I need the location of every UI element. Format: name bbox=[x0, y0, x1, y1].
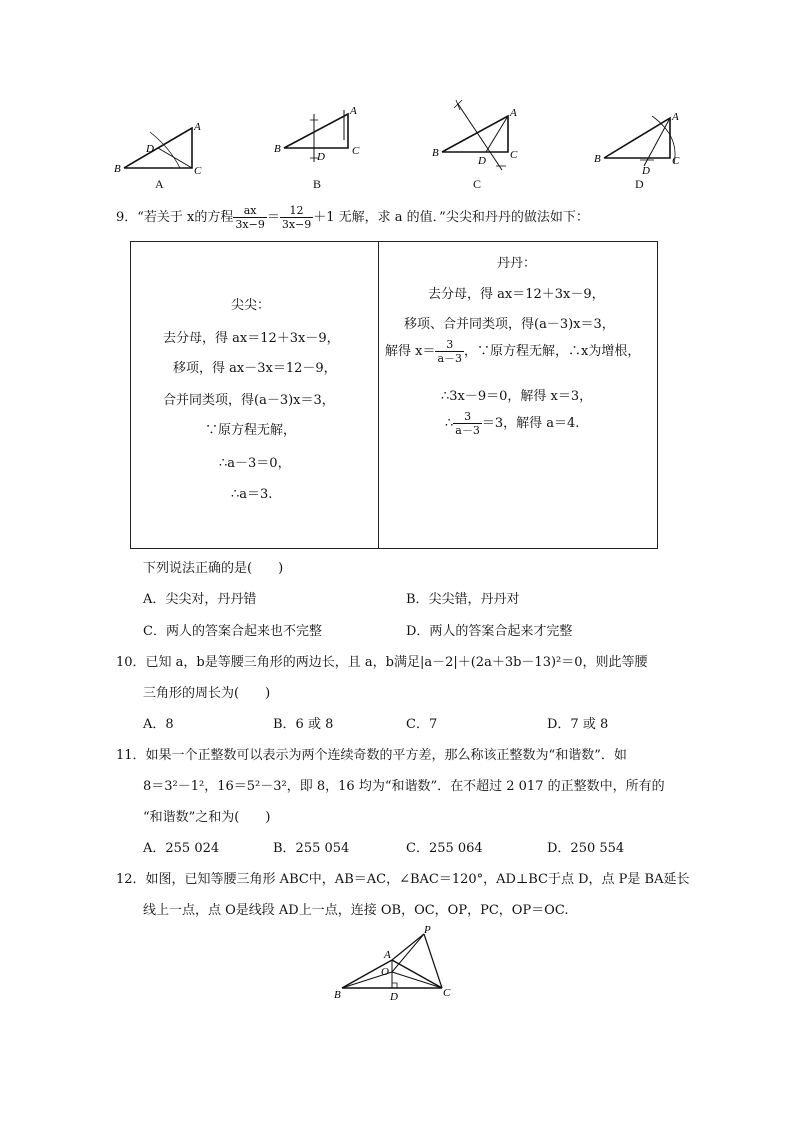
dandan-step-3 bbox=[385, 338, 640, 365]
q9-solutions-table bbox=[130, 241, 658, 549]
dandan-frac1-num: 3 bbox=[435, 338, 464, 352]
figure-option-d bbox=[590, 106, 694, 192]
dandan-frac2-num: 3 bbox=[453, 410, 482, 424]
dandan-step-3-b: ，∵原方程无解，∴x为增根， bbox=[464, 344, 641, 359]
q9-stem-a: “若关于 x的方程 bbox=[137, 210, 234, 225]
q10-option-b[interactable]: B．6 或 8 bbox=[273, 717, 334, 732]
figure-option-c bbox=[428, 96, 538, 192]
figure-option-a bbox=[112, 100, 212, 192]
q10-option-d[interactable]: D．7 或 8 bbox=[547, 717, 609, 732]
q10-option-a[interactable]: A．8 bbox=[143, 717, 174, 732]
fig-b-point-b: B bbox=[274, 143, 281, 155]
dandan-step-5-b: ＝3，解得 a＝4. bbox=[481, 416, 580, 431]
q12-line-2: 线上一点，点 O是线段 AD上一点，连接 OB，OC，OP，PC，OP＝OC. bbox=[143, 903, 569, 918]
q9-fraction-2 bbox=[280, 204, 313, 231]
q9-fraction-1 bbox=[233, 204, 266, 231]
jianjian-step-6: ∴a＝3. bbox=[231, 487, 273, 502]
q9-frac2-num: 12 bbox=[280, 204, 313, 218]
q11-line-3: “和谐数”之和为( ) bbox=[143, 810, 271, 825]
dandan-frac1-den: a－3 bbox=[437, 352, 463, 365]
fig-d-point-d: D bbox=[642, 165, 650, 177]
fig-c-label: C bbox=[473, 177, 482, 191]
fig-a-label: A bbox=[155, 177, 164, 191]
fig-a-point-d: D bbox=[146, 143, 154, 155]
jianjian-step-3: 合并同类项，得(a－3)x＝3， bbox=[163, 393, 335, 408]
fig-b-point-c: C bbox=[352, 145, 360, 157]
jianjian-step-4: ∵原方程无解， bbox=[205, 423, 297, 438]
dandan-step-5-a: ∴ bbox=[445, 416, 454, 431]
fig-d-point-a: A bbox=[672, 111, 679, 123]
q9-option-c[interactable]: C．两人的答案合起来也不完整 bbox=[143, 624, 322, 639]
q9-option-b[interactable]: B．尖尖错，丹丹对 bbox=[406, 592, 520, 607]
fig-a-point-c: C bbox=[194, 165, 202, 177]
jianjian-step-5: ∴a－3＝0， bbox=[219, 456, 291, 471]
dandan-fraction-1 bbox=[435, 338, 464, 365]
jianjian-step-1: 去分母，得 ax＝12＋3x－9， bbox=[163, 331, 340, 346]
dandan-step-1: 去分母，得 ax＝12＋3x－9， bbox=[428, 287, 605, 302]
q9-number: 9． bbox=[116, 210, 138, 225]
q12-point-c: C bbox=[443, 987, 451, 999]
fig-d-label: D bbox=[635, 177, 644, 191]
dandan-fraction-2 bbox=[453, 410, 482, 437]
fig-a-point-a: A bbox=[194, 121, 201, 133]
q11-line-1: 11．如果一个正整数可以表示为两个连续奇数的平方差，那么称该正整数为“和谐数”．如 bbox=[116, 748, 627, 763]
figure-option-b bbox=[270, 100, 370, 192]
q12-figure bbox=[330, 922, 460, 1006]
q10-line-1: 10．已知 a，b是等腰三角形的两边长，且 a，b满足|a－2|＋(2a＋3b－13)²＝0，则此等腰 bbox=[116, 655, 648, 670]
q12-point-a: A bbox=[384, 949, 391, 961]
dandan-step-5 bbox=[445, 410, 579, 437]
q9-frac1-den: 3x−9 bbox=[235, 218, 265, 231]
q11-option-b[interactable]: B．255 054 bbox=[273, 841, 350, 856]
dandan-step-2: 移项、合并同类项，得(a－3)x＝3， bbox=[404, 317, 615, 332]
q9-stem bbox=[116, 204, 589, 231]
q9-equals: ＝ bbox=[266, 210, 280, 225]
q11-option-a[interactable]: A．255 024 bbox=[143, 841, 220, 856]
fig-b-point-a: A bbox=[350, 105, 357, 117]
fig-d-point-c: C bbox=[672, 155, 680, 167]
table-divider bbox=[378, 242, 379, 548]
q12-point-p: P bbox=[424, 924, 431, 936]
dandan-step-4: ∴3x－9＝0，解得 x＝3， bbox=[441, 389, 593, 404]
q12-point-b: B bbox=[334, 989, 341, 1001]
fig-c-point-b: B bbox=[432, 147, 439, 159]
dandan-step-3-a: 解得 x＝ bbox=[385, 344, 436, 359]
q12-point-d: D bbox=[390, 991, 398, 1003]
jianjian-title: 尖尖： bbox=[231, 298, 271, 313]
fig-c-point-d: D bbox=[478, 155, 486, 167]
fig-c-point-a: A bbox=[510, 107, 517, 119]
q9-option-d[interactable]: D．两人的答案合起来才完整 bbox=[406, 624, 573, 639]
jianjian-step-2: 移项，得 ax－3x＝12－9， bbox=[173, 361, 337, 376]
dandan-frac2-den: a－3 bbox=[455, 424, 480, 437]
fig-d-point-b: B bbox=[594, 153, 601, 165]
q11-option-c[interactable]: C．255 064 bbox=[406, 841, 483, 856]
fig-b-label: B bbox=[313, 177, 322, 191]
fig-a-point-b: B bbox=[114, 163, 121, 175]
q9-option-a[interactable]: A．尖尖对，丹丹错 bbox=[143, 592, 257, 607]
fig-c-point-c: C bbox=[510, 149, 518, 161]
q11-line-2: 8＝3²－1²，16＝5²－3²，即 8，16 均为“和谐数”．在不超过 2 017 的正整数中，所有的 bbox=[143, 779, 665, 794]
dandan-title: 丹丹： bbox=[497, 256, 537, 271]
q11-option-d[interactable]: D．250 554 bbox=[547, 841, 625, 856]
q12-line-1: 12．如图，已知等腰三角形 ABC中，AB＝AC，∠BAC＝120°，AD⊥BC于点 D，点 P是 BA延长 bbox=[116, 872, 690, 887]
q9-frac2-den: 3x−9 bbox=[281, 218, 312, 231]
q10-line-2: 三角形的周长为( ) bbox=[143, 686, 271, 701]
q12-point-o: O bbox=[381, 966, 389, 978]
fig-b-point-d: D bbox=[317, 151, 325, 163]
q9-question: 下列说法正确的是( ) bbox=[143, 561, 284, 576]
q9-stem-b: ＋1 无解，求 a 的值．”尖尖和丹丹的做法如下： bbox=[313, 210, 589, 225]
q9-frac1-num: ax bbox=[233, 204, 266, 218]
q10-option-c[interactable]: C．7 bbox=[406, 717, 438, 732]
